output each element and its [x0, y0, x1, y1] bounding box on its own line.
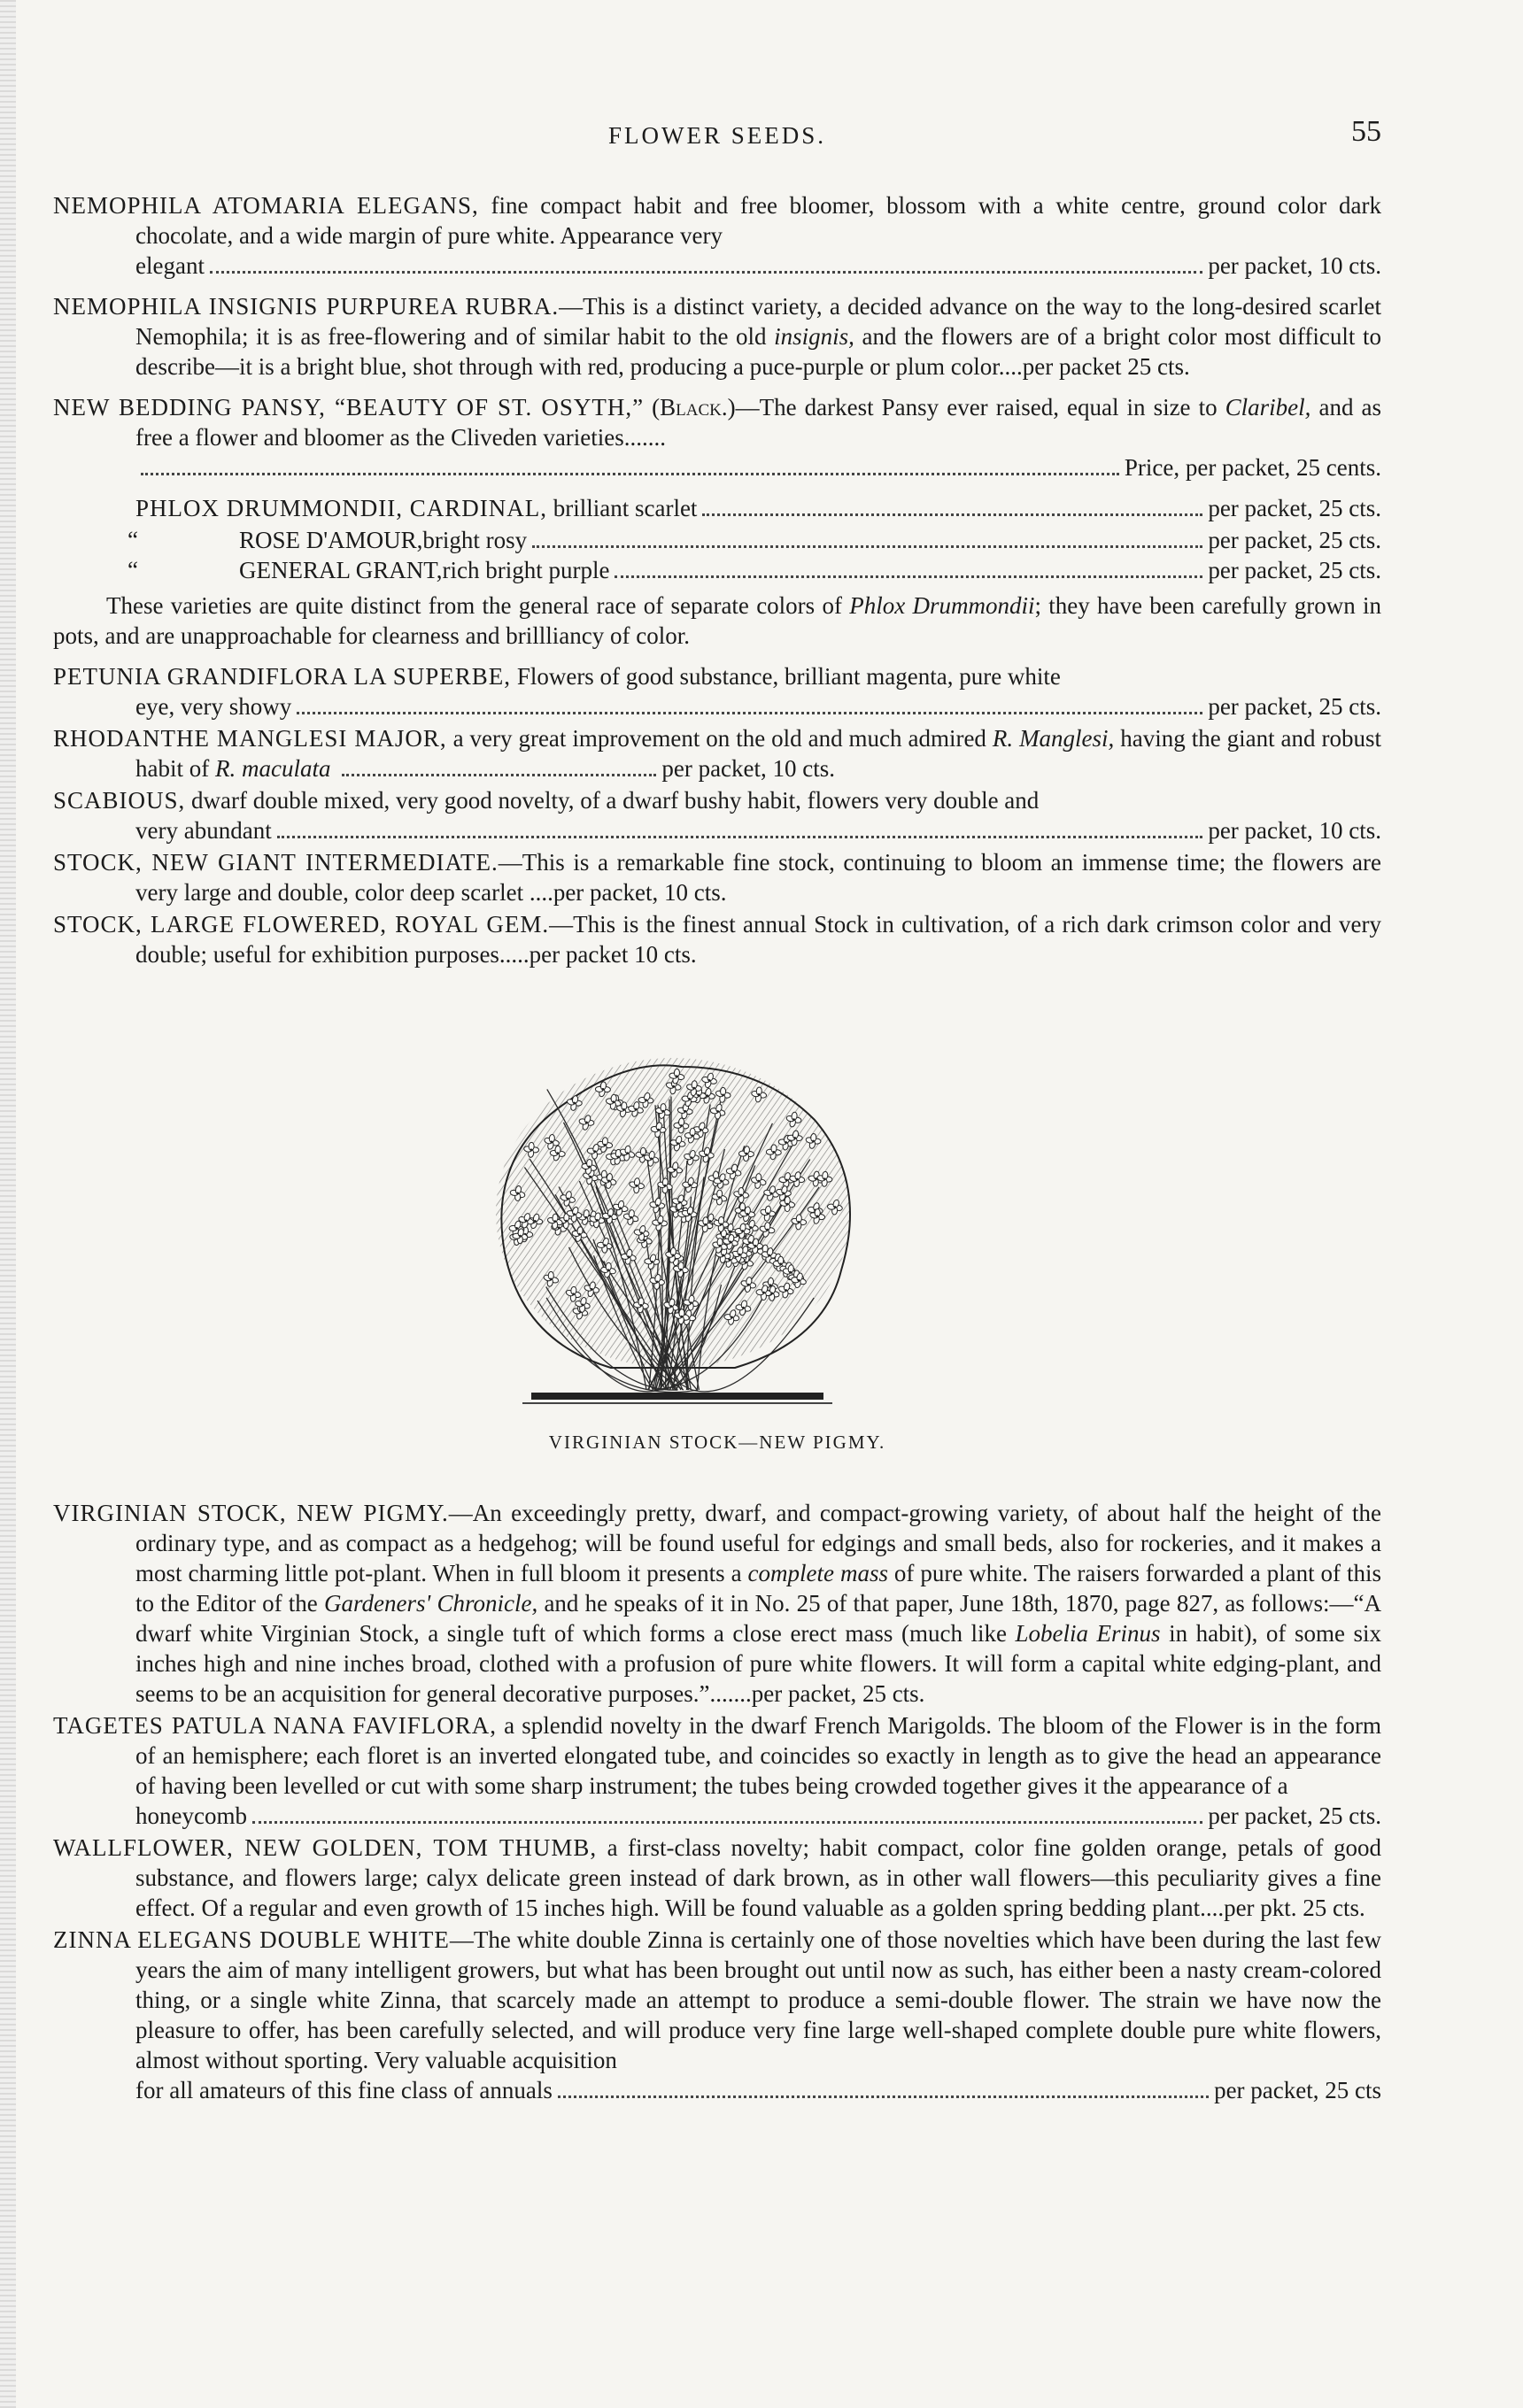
ditto-mark: “	[128, 527, 138, 553]
virginian-stock-illustration	[469, 1049, 877, 1421]
entry-tagetes	[53, 1710, 1381, 1831]
price-line	[336, 753, 835, 783]
phlox-note	[53, 590, 1381, 651]
entry-desc-cont: and the flowers are of a bright color most difficult to describe—it is a bright blue, shot through with red, producing a puce-purple or plum color....per packet 25 cts.	[135, 323, 1381, 380]
variety-price: per packet, 25 cts.	[1208, 527, 1381, 553]
entry-name: NEW BEDDING PANSY, “BEAUTY OF ST. OSYTH,”	[53, 394, 645, 421]
entry-desc-cont-2: and he speaks of it in No. 25 of that paper, June 18th, 1870, page 827, as follows:—“A dwarf white Virginian Stock, a single tuft of which forms a close erect mass (much like	[135, 1590, 1382, 1647]
price-line	[135, 815, 1381, 845]
entry-desc-end: honeycomb	[135, 1802, 247, 1829]
entry-desc: —The white double Zinna is certainly one of those novelties which have been during the last few years the aim of many intelligent growers, but what has been brought out until now as such, has either been a nasty cream-colored thing, or a single white Zinna, that scarcely made an attempt to produce a semi-double flower. The strain we have now the pleasure to offer, has been carefully selected, and will produce very fine large well-shaped complete double pure white flowers, almost without sporting. Very valuable acquisition	[135, 1926, 1381, 2073]
catalog-upper	[53, 190, 1381, 971]
entry-tag: (Black.)	[644, 394, 736, 421]
entry-name: WALLFLOWER, NEW GOLDEN, TOM THUMB,	[53, 1834, 598, 1861]
entry-name: STOCK, NEW GIANT INTERMEDIATE.	[53, 849, 499, 876]
entry-name: RHODANTHE MANGLESI MAJOR,	[53, 725, 447, 752]
entry-desc-cont: of pure white. The raisers forwarded a plant of this to the Editor of the	[135, 1560, 1381, 1617]
entry-desc: dwarf double mixed, very good novelty, of a dwarf bushy habit, flowers very double and	[185, 787, 1040, 814]
flower-bush-engraving	[469, 1049, 877, 1421]
entry-italic-3: Lobelia Erinus	[1015, 1620, 1161, 1647]
entry-name: NEMOPHILA ATOMARIA ELEGANS,	[53, 192, 479, 219]
note-text-cont: ; they have been carefully grown in pots, and are unapproachable for clearness and brillliancy of color.	[53, 592, 1381, 649]
entry-desc-cont: having the giant and robust habit of	[135, 725, 1381, 782]
price-line	[135, 251, 1381, 281]
page-edge	[0, 0, 16, 2408]
page-header	[53, 115, 1381, 166]
entry-bedding-pansy	[53, 392, 1381, 482]
entry-price: per packet, 10 cts.	[1208, 817, 1381, 844]
variety-price: per packet, 25 cts.	[1208, 557, 1381, 583]
price-line	[135, 1801, 1381, 1831]
entry-desc-end: for all amateurs of this fine class of annuals	[135, 2077, 553, 2103]
entry-rhodanthe	[53, 723, 1381, 783]
catalog-lower	[53, 1498, 1381, 2107]
entry-desc: Flowers of good substance, brilliant magenta, pure white	[511, 663, 1061, 690]
entry-desc: fine compact habit and free bloomer, blossom with a white centre, ground color dark chocolate, and a wide margin of pure white. Appearance very	[135, 192, 1382, 249]
entry-desc-end: very abundant	[135, 817, 272, 844]
entry-name: STOCK, LARGE FLOWERED, ROYAL GEM.	[53, 911, 550, 938]
entry-price: Price, per packet, 25 cents.	[1124, 454, 1381, 481]
price-line	[135, 452, 1381, 482]
entry-desc: a splendid novelty in the dwarf French Marigolds. The bloom of the Flower is in the form of an hemisphere; each floret is an inverted elongated tube, and coincides so exactly in length as to give the head an appearance of having been levelled or cut with some sharp instrument; the tubes being crowded together gives it the appearance of a	[135, 1712, 1381, 1799]
ditto-mark: “	[128, 557, 138, 583]
entry-zinna	[53, 1925, 1381, 2105]
entry-name: TAGETES PATULA NANA FAVIFLORA,	[53, 1712, 497, 1739]
price-line	[135, 2075, 1381, 2105]
entry-petunia	[53, 661, 1381, 722]
phlox-variety-row	[53, 525, 1381, 555]
entry-desc: —This is the finest annual Stock in cultivation, of a rich dark crimson color and very double; useful for exhibition purposes.....per packet 10 cts.	[135, 911, 1381, 968]
entry-price: per packet, 10 cts.	[661, 755, 836, 782]
price-line	[135, 493, 1381, 523]
variety-name: GENERAL GRANT,	[239, 557, 443, 583]
entry-desc-cont: and as free a flower and bloomer as the Cliveden varieties.......	[135, 394, 1381, 451]
variety-name: ROSE D'AMOUR,	[239, 527, 423, 553]
entry-italic: R. Manglesi,	[992, 725, 1115, 752]
entry-italic-2: Gardeners' Chronicle,	[324, 1590, 538, 1617]
entry-italic: insignis,	[774, 323, 854, 350]
price-line	[135, 691, 1381, 722]
entry-italic-2: R. maculata	[214, 755, 331, 782]
entry-name: SCABIOUS,	[53, 787, 186, 814]
entry-desc-end: eye, very showy	[135, 693, 292, 720]
entry-phlox	[53, 493, 1381, 523]
entry-desc-cont-3: in habit), of some six inches high and nine inches broad, clothed with a profusion of pure white flowers. It will form a capital white edging-plant, and seems to be an acquisition for general decorative purposes.”.......per packet, 25 cts.	[135, 1620, 1381, 1707]
entry-name: PETUNIA GRANDIFLORA LA SUPERBE,	[53, 663, 512, 690]
entry-desc: a very great improvement on the old and much admired	[446, 725, 993, 752]
entry-nemophila-atomaria	[53, 190, 1381, 281]
entry-wallflower	[53, 1833, 1381, 1923]
entry-name: VIRGINIAN STOCK, NEW PIGMY.	[53, 1500, 449, 1526]
entry-virginian-stock	[53, 1498, 1381, 1709]
variety-desc: bright rosy	[422, 527, 528, 553]
note-italic: Phlox Drummondii	[849, 592, 1035, 619]
entry-desc: a first-class novelty; habit compact, color fine golden orange, petals of good substance, and flowers large; calyx delicate green instead of dark brown, as in other wall flowers—this peculiarity gives a fine effect. Of a regular and even growth of 15 inches high. Will be found valuable as a golden spring bedding plant....per pkt. 25 cts.	[135, 1834, 1381, 1921]
entry-price: per packet, 25 cts.	[1208, 1802, 1381, 1829]
phlox-variety-row	[53, 555, 1381, 585]
entry-desc-end: elegant	[135, 252, 205, 279]
page-number: 55	[1351, 115, 1381, 148]
entry-nemophila-insignis	[53, 291, 1381, 382]
entry-stock-royal-gem	[53, 909, 1381, 969]
variety-desc: rich bright purple	[442, 557, 610, 583]
entry-name: ZINNA ELEGANS DOUBLE WHITE	[53, 1926, 450, 1953]
entry-italic: Claribel,	[1225, 394, 1311, 421]
entry-scabious	[53, 785, 1381, 845]
entry-desc: brilliant scarlet	[547, 495, 698, 521]
entry-price: per packet, 10 cts.	[1208, 252, 1381, 279]
entry-name: NEMOPHILA INSIGNIS PURPUREA RUBRA.	[53, 293, 560, 320]
entry-stock-giant	[53, 847, 1381, 907]
note-text: These varieties are quite distinct from the general race of separate colors of	[106, 592, 850, 619]
entry-desc: —This is a distinct variety, a decided advance on the way to the long-desired scarlet Nemophila; it is as free-flowering and of similar habit to the old	[135, 293, 1381, 350]
entry-price: per packet, 25 cts.	[1208, 693, 1381, 720]
entry-desc: —The darkest Pansy ever raised, equal in size to	[735, 394, 1225, 421]
entry-name: PHLOX DRUMMONDII, CARDINAL,	[135, 495, 547, 521]
entry-desc: —An exceedingly pretty, dwarf, and compact-growing variety, of about half the height of the ordinary type, and as compact as a hedgehog; will be found useful for edgings and small beds, also for rockeries, and it makes a most charming little pot-plant. When in full bloom it presents a	[135, 1500, 1381, 1586]
entry-desc: —This is a remarkable fine stock, continuing to bloom an immense time; the flowers are very large and double, color deep scarlet ....per packet, 10 cts.	[135, 849, 1381, 906]
entry-price: per packet, 25 cts	[1214, 2077, 1381, 2103]
entry-price: per packet, 25 cts.	[1208, 495, 1381, 521]
page-title: FLOWER SEEDS.	[607, 122, 826, 149]
entry-italic: complete mass	[747, 1560, 888, 1586]
figure-caption: VIRGINIAN STOCK—NEW PIGMY.	[548, 1432, 886, 1453]
